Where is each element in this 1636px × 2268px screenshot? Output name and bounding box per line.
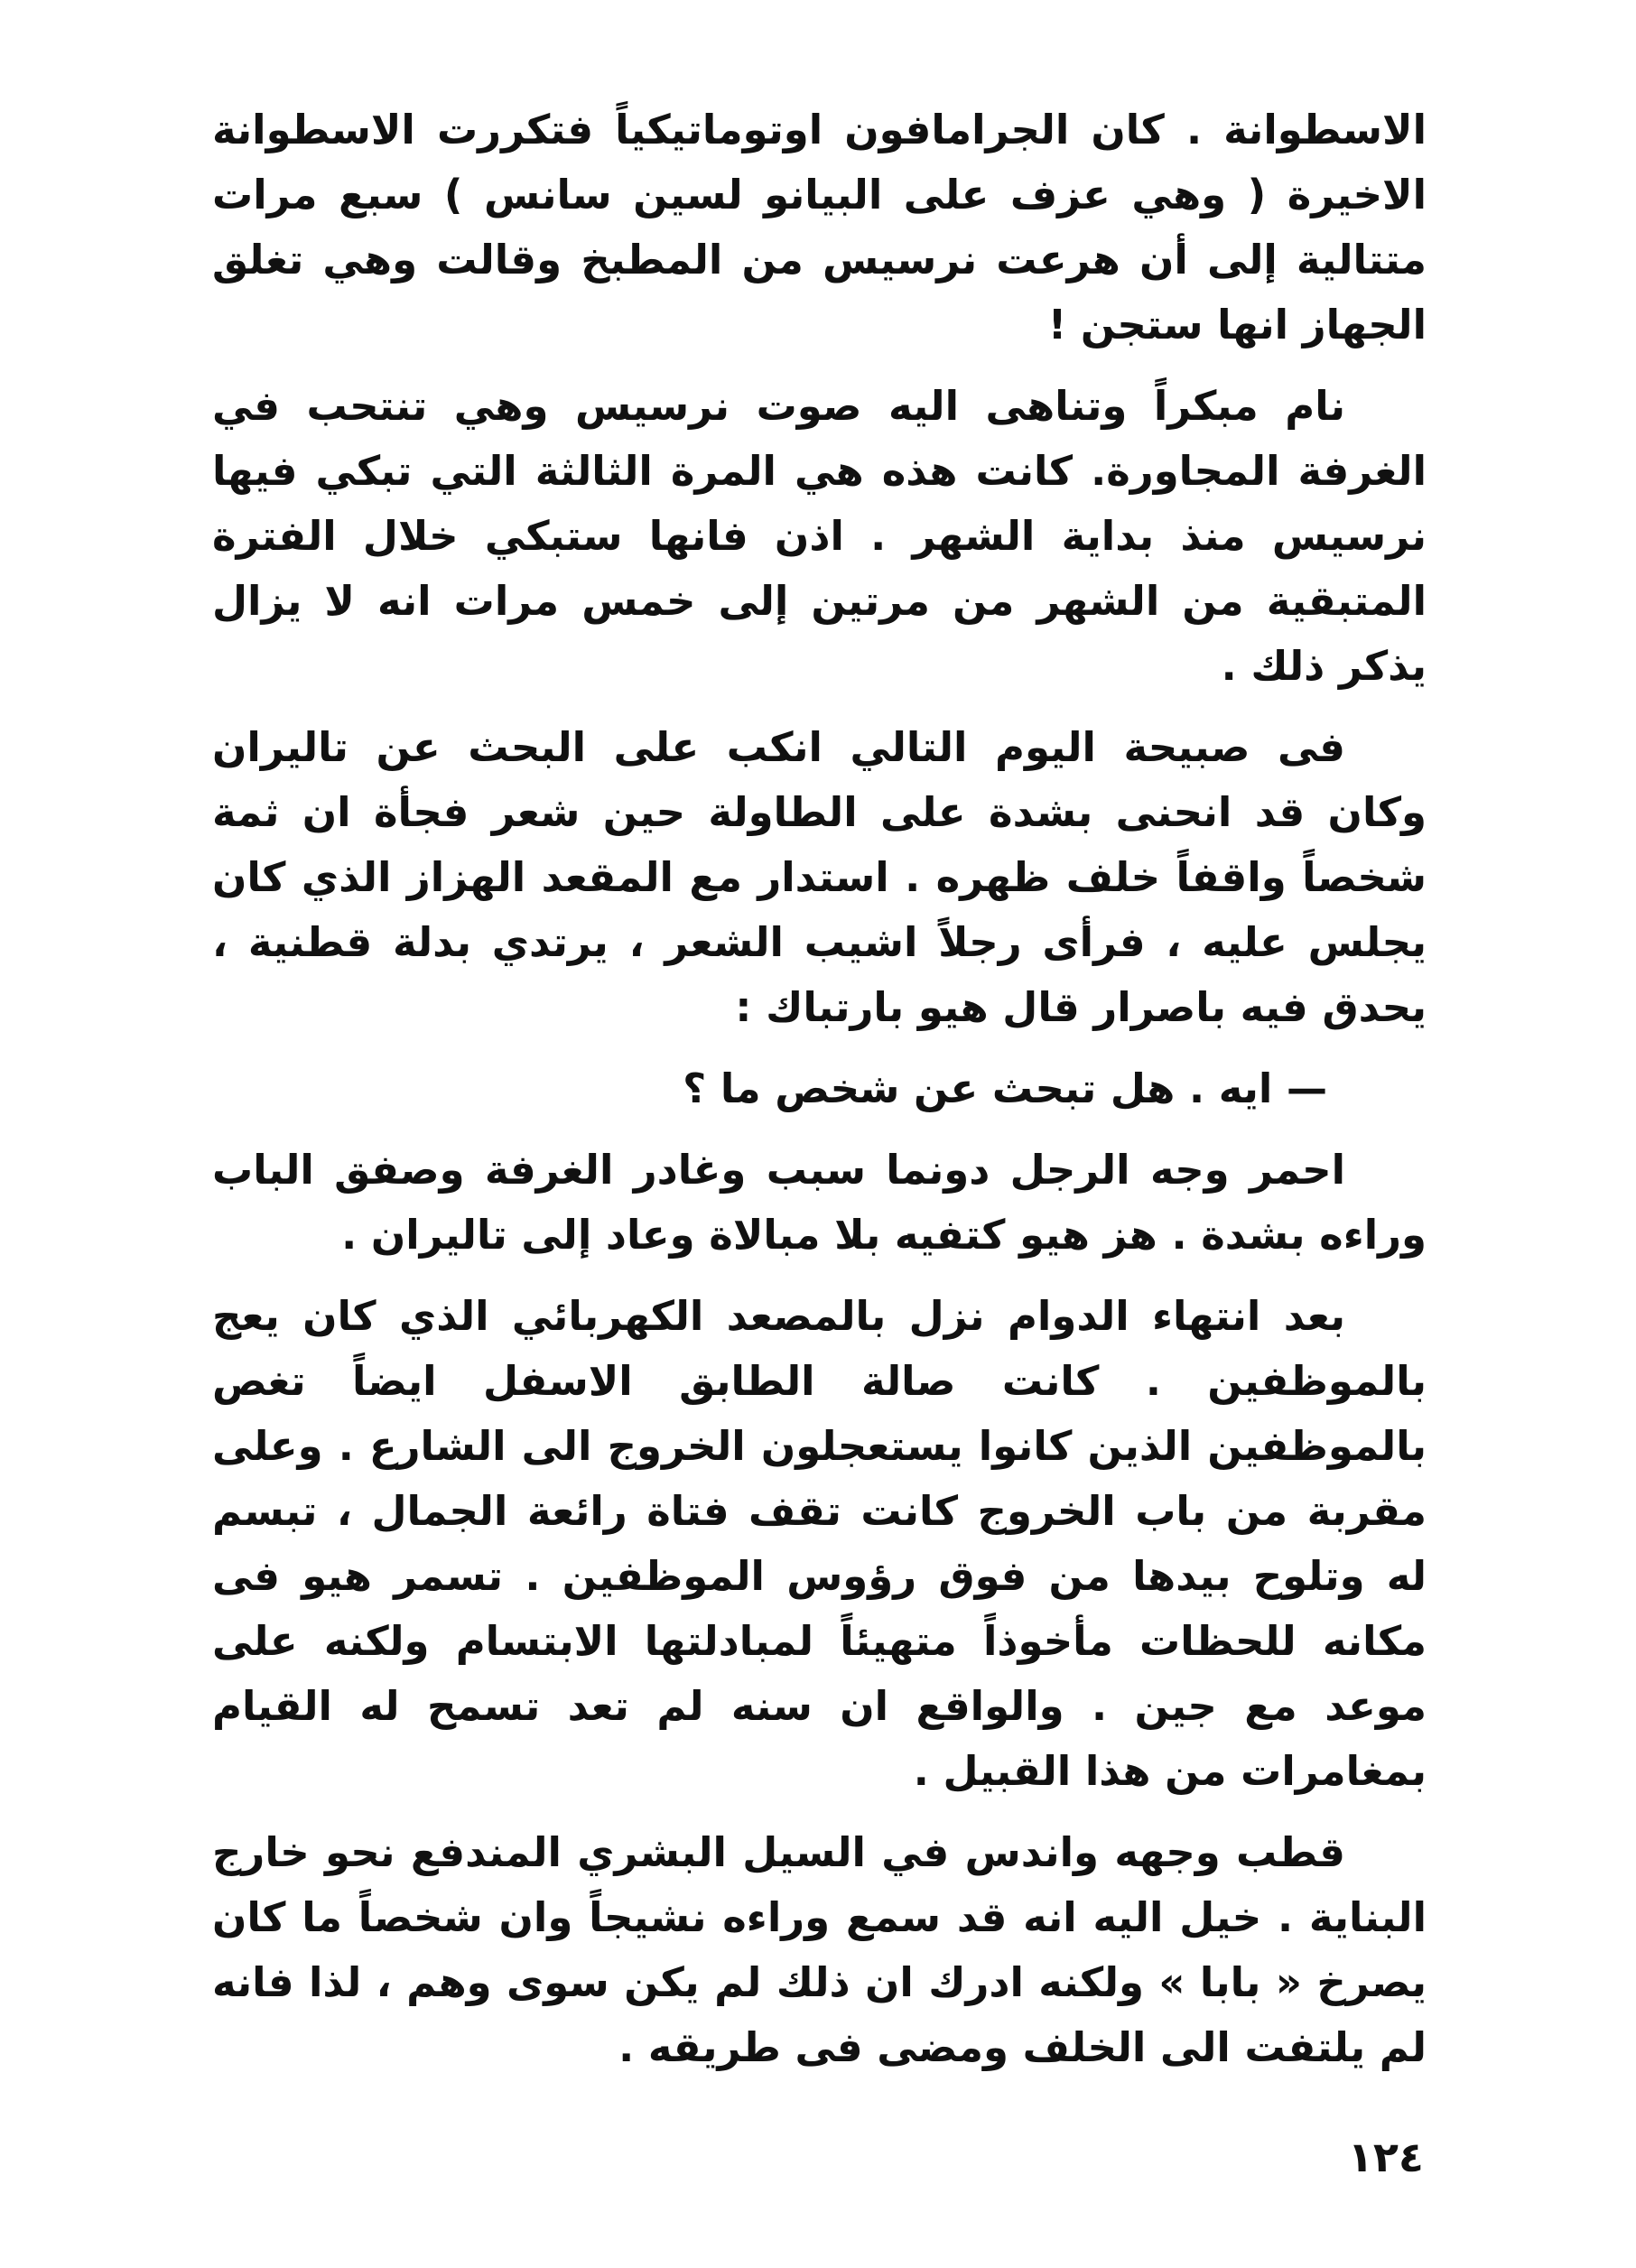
page-number: ١٢٤	[1347, 2133, 1424, 2181]
dialogue-line: — ايه . هل تبحث عن شخص ما ؟	[683, 1064, 1327, 1112]
paragraph-2: نام مبكراً وتناهى اليه صوت نرسيس وهي تنتحب في الغرفة المجاورة. كانت هذه هي المرة الثالثة التي تبكي فيها نرسيس منذ بداية الشهر . اذن فانها ستبكي خلال الفترة المتبقية من الشهر من مرتين إلى خمس مرات انه لا يزال يذكر ذلك .	[212, 382, 1427, 690]
paragraph-4: احمر وجه الرجل دونما سبب وغادر الغرفة وصفق الباب وراءه بشدة . هز هيو كتفيه بلا مبالاة وعاد إلى تاليران .	[212, 1146, 1427, 1259]
body-text	[212, 98, 1427, 2096]
paragraph-6: قطب وجهه واندس في السيل البشري المندفع نحو خارج البناية . خيل اليه انه قد سمع وراءه نشيجاً وان شخصاً ما كان يصرخ « بابا » ولكنه ادرك ان ذلك لم يكن سوى وهم ، لذا فانه لم يلتفت الى الخلف ومضى فى طريقه .	[212, 1828, 1427, 2071]
paragraph-5: بعد انتهاء الدوام نزل بالمصعد الكهربائي الذي كان يعج بالموظفين . كانت صالة الطابق الاسفل ايضاً تغص بالموظفين الذين كانوا يستعجلون الخروج الى الشارع . وعلى مقربة من باب الخروج كانت تقف فتاة رائعة الجمال ، تبسم له وتلوح بيدها من فوق رؤوس الموظفين . تسمر هيو فى مكانه للحظات مأخوذاً متهيئاً لمبادلتها الابتسام ولكنه على موعد مع جين . والواقع ان سنه لم تعد تسمح له القيام بمغامرات من هذا القبيل .	[212, 1292, 1427, 1795]
paragraph-1: الاسطوانة . كان الجرامافون اوتوماتيكياً فتكررت الاسطوانة الاخيرة ( وهي عزف على البيانو لسين سانس ) سبع مرات متتالية إلى أن هرعت نرسيس من المطبخ وقالت وهي تغلق الجهاز انها ستجن !	[212, 106, 1427, 349]
paragraph-3: فى صبيحة اليوم التالي انكب على البحث عن تاليران وكان قد انحنى بشدة على الطاولة حين شعر فجأة ان ثمة شخصاً واقفاً خلف ظهره . استدار مع المقعد الهزاز الذي كان يجلس عليه ، فرأى رجلاً اشيب الشعر ، يرتدي بدلة قطنية ، يحدق فيه باصرار قال هيو بارتباك :	[212, 723, 1427, 1031]
